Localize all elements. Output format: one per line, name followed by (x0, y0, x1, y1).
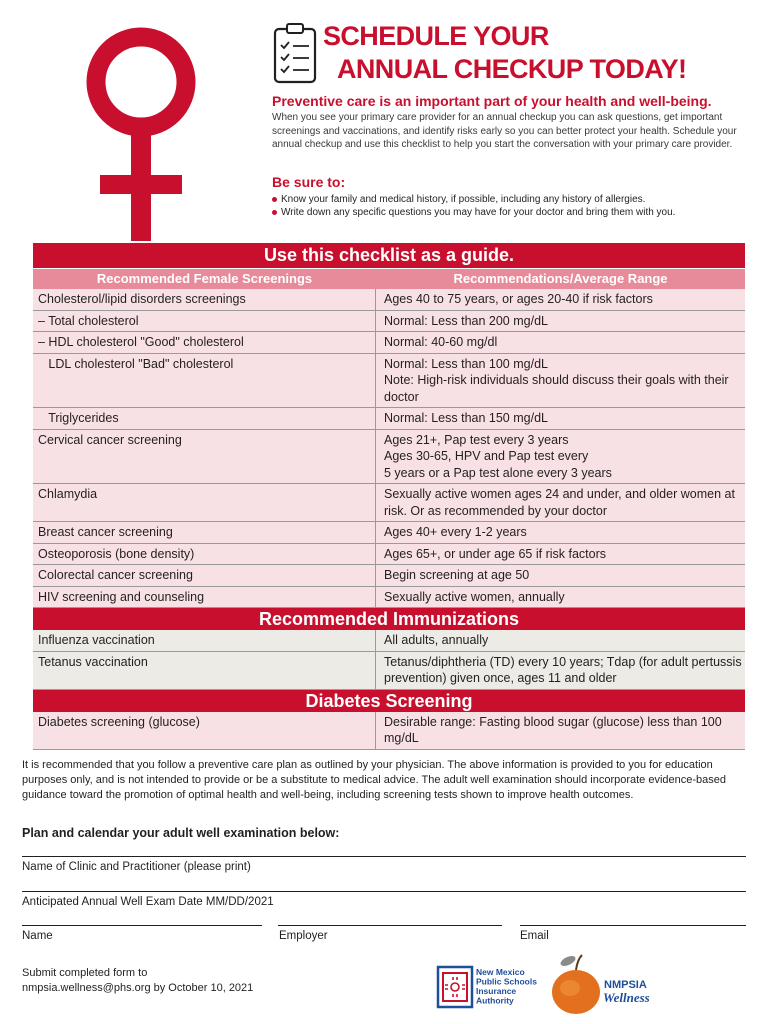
table-row (33, 354, 745, 409)
screenings-rows (33, 289, 745, 608)
be-sure-list (272, 193, 752, 219)
diabetes-title: Diabetes Screening (33, 690, 745, 712)
row-recommendation: Ages 21+, Pap test every 3 years Ages 30-65, HPV and Pap test every 5 years or a Pap test alone every 3 years (384, 432, 612, 480)
be-sure-title: Be sure to: (272, 174, 346, 190)
name-line[interactable] (22, 925, 262, 926)
checklist-title: Use this checklist as a guide. (33, 243, 745, 268)
headline-line-1: SCHEDULE YOUR (323, 21, 549, 51)
exam-date-label: Anticipated Annual Well Exam Date MM/DD/2021 (22, 896, 274, 908)
plan-title: Plan and calendar your adult well examination below: (22, 826, 340, 840)
row-recommendation: Ages 40+ every 1-2 years (384, 525, 527, 539)
row-recommendation: Sexually active women ages 24 and under, and older women at risk. Or as recommended by your doctor (384, 487, 735, 518)
wellness-logo-word: Wellness (603, 990, 650, 1005)
submit-line-2[interactable]: nmpsia.wellness@phs.org by October 10, 2021 (22, 982, 254, 994)
email-label: Email (520, 930, 549, 942)
clipboard-checklist-icon (272, 22, 318, 84)
column-header-screenings: Recommended Female Screenings (96, 271, 313, 286)
table-row (33, 311, 745, 333)
diabetes-rows (33, 712, 745, 750)
nm-logo-line-1: New Mexico (476, 967, 525, 977)
exam-date-line[interactable] (22, 891, 746, 892)
submit-line-1: Submit completed form to (22, 967, 148, 979)
intro-paragraph: When you see your primary care provider for an annual checkup you can ask questions, get important screenings and vaccinations, and identify risks early so you can better protect your health. Schedule your annual checkup and use this checklist to help you start the conversation with your primary care provider. (272, 112, 737, 150)
employer-line[interactable] (278, 925, 502, 926)
table-row (33, 332, 745, 354)
row-item-name: HIV screening and counseling (33, 587, 376, 608)
row-recommendation: Normal: Less than 100 mg/dL Note: High-risk individuals should discuss their goals with their doctor (384, 356, 729, 404)
subheading: Preventive care is an important part of your health and well-being. (272, 93, 712, 109)
wellness-logo-name: NMPSIA (604, 979, 647, 991)
checklist-column-headers (33, 268, 745, 289)
table-row (33, 587, 745, 609)
row-recommendation: Ages 40 to 75 years, or ages 20-40 if risk factors (384, 292, 653, 306)
row-item-name: Colorectal cancer screening (33, 565, 376, 586)
row-item-name: LDL cholesterol "Bad" cholesterol (33, 354, 376, 408)
row-recommendation: Begin screening at age 50 (384, 568, 530, 582)
table-row (33, 484, 745, 522)
be-sure-item: Know your family and medical history, if possible, including any history of allergies. (272, 193, 752, 206)
table-row (33, 630, 745, 652)
immunizations-rows (33, 630, 745, 690)
row-recommendation: Tetanus/diphtheria (TD) every 10 years; Tdap (for adult pertussis prevention) given once, ages 11 and older (384, 654, 742, 685)
nm-psia-logo (436, 964, 551, 1010)
email-line[interactable] (520, 925, 746, 926)
clinic-name-line[interactable] (22, 856, 746, 857)
row-item-name: Cholesterol/lipid disorders screenings (33, 289, 376, 310)
page-headline (323, 20, 686, 86)
row-recommendation: Normal: Less than 200 mg/dL (384, 313, 548, 328)
table-row (33, 544, 745, 566)
nm-logo-line-2: Public Schools (476, 976, 537, 987)
row-item-name: Triglycerides (33, 408, 376, 429)
row-recommendation: Normal: Less than 150 mg/dL (384, 411, 548, 425)
nm-logo-line-3: Insurance (476, 986, 517, 996)
submit-instructions (22, 966, 253, 996)
immunizations-title: Recommended Immunizations (33, 608, 745, 630)
row-item-name: Tetanus vaccination (33, 652, 376, 689)
clinic-name-label: Name of Clinic and Practitioner (please print) (22, 861, 251, 873)
row-item-name: Influenza vaccination (33, 630, 376, 651)
row-item-name: Breast cancer screening (33, 522, 376, 543)
row-item-name: Osteoporosis (bone density) (33, 544, 376, 565)
table-row (33, 712, 745, 750)
row-recommendation: All adults, annually (384, 633, 489, 647)
nm-logo-line-4: Authority (476, 995, 514, 1006)
be-sure-item: Write down any specific questions you may have for your doctor and bring them with you. (272, 206, 752, 219)
row-item-name: Diabetes screening (glucose) (33, 712, 376, 749)
row-recommendation: Sexually active women, annually (384, 589, 565, 604)
employer-label: Employer (279, 930, 328, 942)
column-header-recommendations: Recommendations/Average Range (453, 271, 668, 286)
disclaimer-text: It is recommended that you follow a preventive care plan as outlined by your physician. The above information is provided to you for education purposes only, and is not intended to provide or be a substitute to medical advice. The adult well examination should incorporate evidence-based guidance toward the promotion of optimal health and well-being, including screening tests shown to improve health outcomes. (22, 759, 727, 801)
table-row (33, 522, 745, 544)
row-item-name: – HDL cholesterol "Good" cholesterol (33, 332, 376, 353)
name-label: Name (22, 930, 53, 942)
row-recommendation: Desirable range: Fasting blood sugar (glucose) less than 100 mg/dL (384, 714, 722, 745)
screening-checklist-table (33, 243, 745, 750)
apple-logo-icon (552, 954, 600, 1014)
nmpsia-wellness-logo (548, 948, 668, 1018)
table-row (33, 430, 745, 485)
row-recommendation: Ages 65+, or under age 65 if risk factors (384, 546, 606, 561)
table-row (33, 408, 745, 430)
row-item-name: Chlamydia (33, 484, 376, 521)
table-row (33, 652, 745, 690)
headline-line-2: ANNUAL CHECKUP TODAY! (337, 54, 687, 84)
table-row (33, 565, 745, 587)
row-recommendation: Normal: 40-60 mg/dl (384, 335, 498, 349)
female-symbol-icon (62, 20, 222, 245)
table-row (33, 289, 745, 311)
row-item-name: Cervical cancer screening (33, 430, 376, 484)
row-item-name: – Total cholesterol (33, 311, 376, 332)
